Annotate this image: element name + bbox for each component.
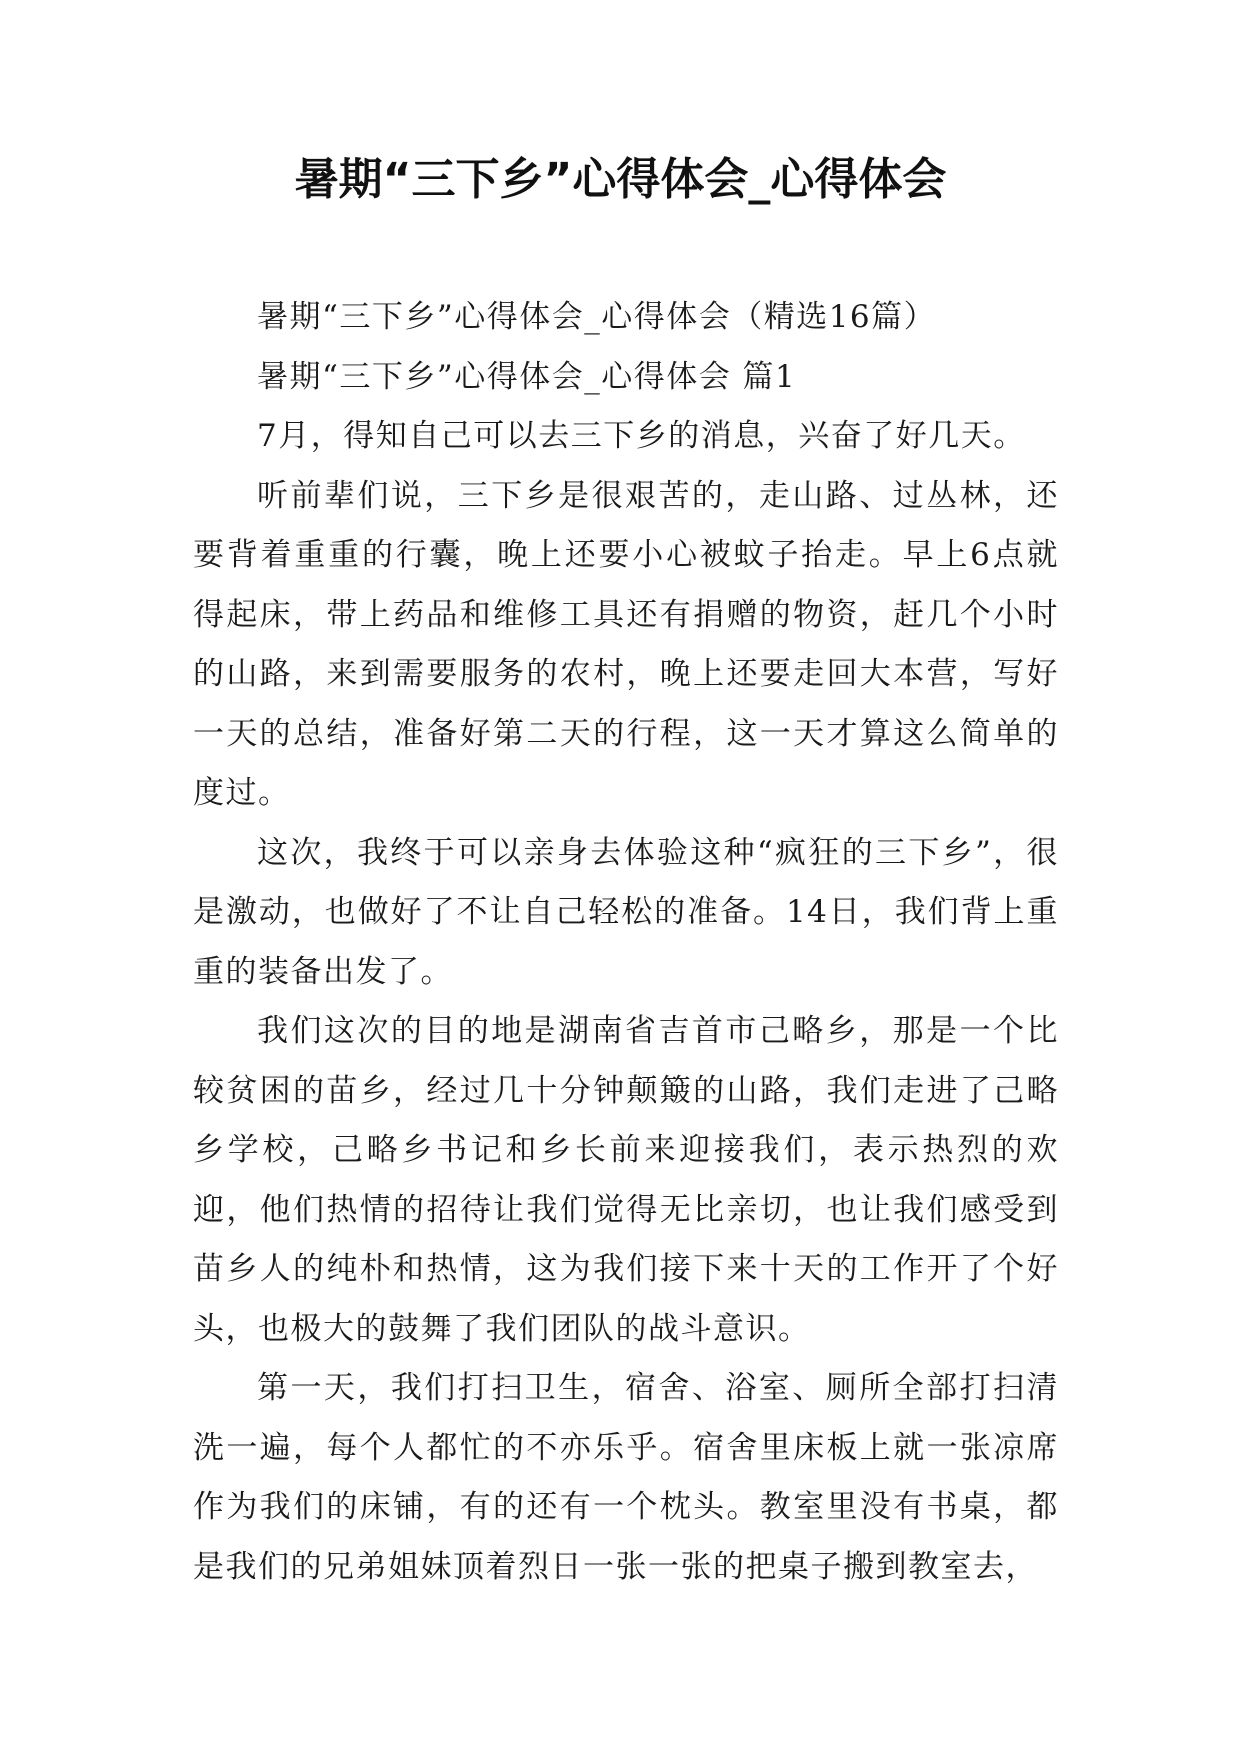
paragraph: 这次，我终于可以亲身去体验这种“疯狂的三下乡”，很是激动，也做好了不让自己轻松的准备。14日，我们背上重重的装备出发了。 [193, 834, 1059, 990]
paragraph: 第一天，我们打扫卫生，宿舍、浴室、厕所全部打扫清洗一遍，每个人都忙的不亦乐乎。宿舍里床板上就一张凉席作为我们的床铺，有的还有一个枕头。教室里没有书桌，都是我们的兄弟姐妹顶着烈日一张一张的把桌子搬到教室去， [193, 1370, 1059, 1585]
paragraph: 我们这次的目的地是湖南省吉首市己略乡，那是一个比较贫困的苗乡，经过几十分钟颠簸的山路，我们走进了己略乡学校，己略乡书记和乡长前来迎接我们，表示热烈的欢迎，他们热情的招待让我们觉得无比亲切，也让我们感受到苗乡人的纯朴和热情，这为我们接下来十天的工作开了个好头，也极大的鼓舞了我们团队的战斗意识。 [193, 1013, 1059, 1347]
paragraph: 7月，得知自己可以去三下乡的消息，兴奋了好几天。 [257, 418, 1026, 454]
paragraph: 听前辈们说，三下乡是很艰苦的，走山路、过丛林，还要背着重重的行囊，晚上还要小心被蚊子抬走。早上6点就得起床，带上药品和维修工具还有捐赠的物资，赶几个小时的山路，来到需要服务的农村，晚上还要走回大本营，写好一天的总结，准备好第二天的行程，这一天才算这么简单的度过。 [193, 477, 1059, 811]
paragraph-section-heading: 暑期“三下乡”心得体会_心得体会 篇1 [257, 358, 797, 395]
document-title: 暑期“三下乡”心得体会_心得体会 [294, 154, 947, 205]
document-body [193, 288, 1059, 1597]
paragraph-subtitle: 暑期“三下乡”心得体会_心得体会（精选16篇） [257, 299, 937, 335]
